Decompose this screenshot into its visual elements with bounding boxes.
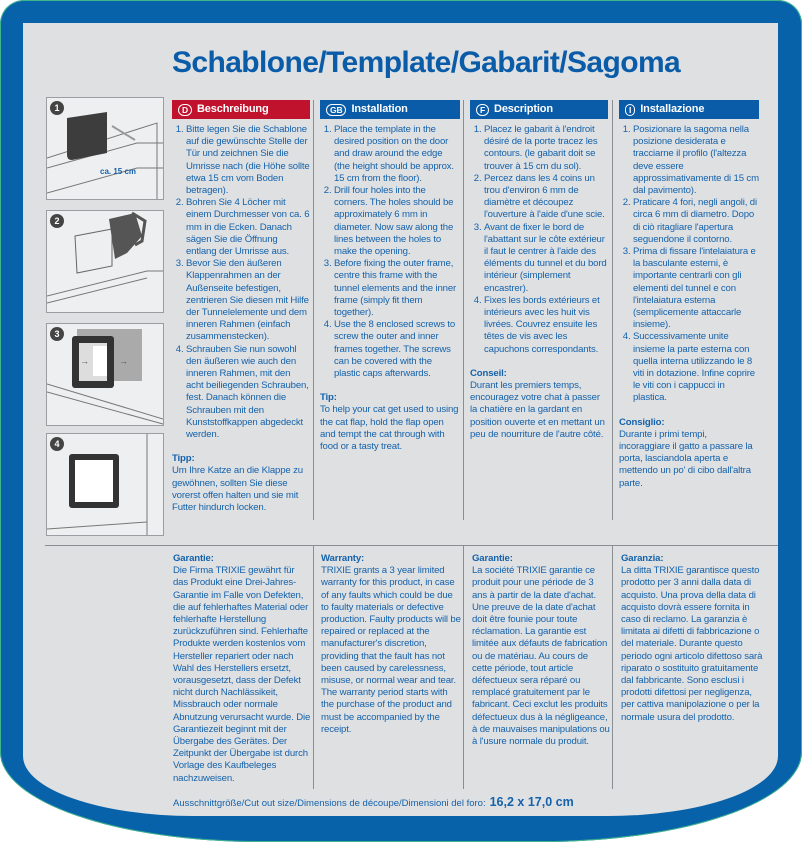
column-italian — [619, 100, 759, 490]
header-french — [470, 100, 608, 119]
svg-text:→: → — [80, 356, 89, 366]
step-number: 2 — [50, 214, 64, 228]
frame-tunnel-illustration — [47, 324, 163, 425]
tip-text: Durante i primi tempi, incoraggiare il gatto a passare la porta, lasciandola aperta e mettendo un po' di cibo dall'altra parte. — [619, 428, 753, 489]
list-item: 4. Fixes les bords extérieurs et intérieurs avec les huit vis livrées. Couvrez ensuite les têtes de vis avec les capuchons correspondants. — [484, 295, 608, 356]
list-item: 1. Place the template in the desired position on the door and draw around the edge (the height should be approx. 15 cm from the floor). — [334, 124, 460, 185]
warranty-text: La société TRIXIE garantie ce produit pour une période de 3 ans à partir de la date d'achat. Une preuve de la date d'achat doit être founie pour toute réclamation. La garantie est limitée aux défauts de fabrication ou de matériau. Au cours de cette période, tout article défectueux sera réparé ou remplacé gratuitement par le fabricant. Ceci exclut les produits défectueux dus à la négligeance, à de mauvaises manipulations ou à l'usure normale du produit. — [472, 565, 610, 748]
warranty-text: La ditta TRIXIE garantisce questo prodotto per 3 anni dalla data di acquisto. Una prova della data di acquisto dovrà essere fornita in caso di reclamo. La garanzia è limitata ai difetti di fabbricazione o del materiale. Durante questo periodo ogni articolo difettoso sarà riparato o sostituito gratuitamente dal fabbricante. Sono esclusi i prodotti difettosi per negligenza, per cattiva manipolazione o per la normale usura del prodotto. — [621, 565, 763, 723]
column-english — [320, 100, 460, 453]
section-divider — [45, 545, 778, 546]
language-badge: F — [476, 104, 489, 116]
column-divider — [612, 546, 613, 789]
step-number: 1 — [50, 101, 64, 115]
column-french — [470, 100, 608, 441]
warranty-label: Garantie: — [472, 553, 513, 564]
tip-label: Conseil: — [470, 367, 507, 379]
instruction-list — [470, 124, 608, 356]
column-divider — [463, 100, 464, 520]
warranty-italian — [621, 553, 763, 724]
cut-out-size — [173, 795, 574, 809]
illustration-step-2 — [46, 210, 164, 313]
illustration-step-3 — [46, 323, 164, 426]
language-badge: I — [625, 104, 635, 116]
header-italian — [619, 100, 759, 119]
warranty-english — [321, 553, 461, 736]
list-item: 1. Placez le gabarit à l'endroit désiré de la porte tracez les contours. (le gabarit doit se trouver à 15 cm du sol). — [484, 124, 608, 173]
tip-text: To help your cat get used to using the cat flap, hold the flap open and tempt the cat through with food or a tasty treat. — [320, 404, 459, 453]
column-heading: Installazione — [640, 103, 705, 116]
mark-outline-illustration — [47, 98, 163, 199]
list-item: 2. Drill four holes into the corners. The holes should be approximately 6 mm in diameter. Now saw along the lines between the holes to make the opening. — [334, 185, 460, 258]
warranty-french — [472, 553, 610, 748]
warranty-label: Garantie: — [173, 553, 214, 564]
warranty-text: TRIXIE grants a 3 year limited warranty for this product, in case of any faults which could be due to faulty materials or defective production. Faulty products will be repaired or replaced at the manufacturer's discretion, providing that the fault has not been caused by carelessness, misuse, or normal wear and tear. The warranty period starts with the purchase of the product and must be accompanied by the receipt. — [321, 565, 461, 735]
list-item: 1. Bitte legen Sie die Schablone auf die gewünschte Stelle der Tür und zeichnen Sie die Umrisse nach (die Höhe sollte etwa 15 cm vom Boden betragen). — [186, 124, 310, 197]
tip-label: Tip: — [320, 392, 337, 404]
tip-label: Tipp: — [172, 453, 195, 465]
list-item: 3. Before fixing the outer frame, centre this frame with the tunnel elements and the inner frame (simply fit them together). — [334, 258, 460, 319]
tip-label: Consiglio: — [619, 416, 665, 428]
page-title: Schablone/Template/Gabarit/Sagoma — [172, 46, 681, 79]
list-item: 2. Praticare 4 fori, negli angoli, di circa 6 mm di diametro. Dopo di ciò ritagliare l'apertura seguendone il contorno. — [633, 197, 759, 246]
language-badge: D — [178, 104, 192, 116]
column-heading: Beschreibung — [197, 103, 269, 116]
language-badge: GB — [326, 104, 346, 116]
svg-text:→: → — [119, 356, 128, 366]
list-item: 2. Bohren Sie 4 Löcher mit einem Durchmesser von ca. 6 mm in die Ecken. Danach sägen Sie die Öffnung entlang der Umrisse aus. — [186, 197, 310, 258]
height-label: ca. 15 cm — [100, 167, 137, 176]
column-heading: Description — [494, 103, 553, 116]
instruction-list — [172, 124, 310, 441]
column-divider — [463, 546, 464, 789]
column-divider — [313, 546, 314, 789]
fitted-flap-illustration — [47, 434, 163, 535]
warranty-label: Warranty: — [321, 553, 365, 564]
step-number: 4 — [50, 437, 64, 451]
list-item: 1. Posizionare la sagoma nella posizione desiderata e tracciarne il profilo (l'altezza deve essere approssimativamente di 15 cm dal pavimento). — [633, 124, 759, 197]
illustration-step-1 — [46, 97, 164, 200]
list-item: 3. Prima di fissare l'intelaiatura e la basculante esterni, è importante centrarli con gli elementi del tunnel e con l'intelaiatura esterna (semplicemente attaccarle insieme). — [633, 246, 759, 331]
instruction-list — [320, 124, 460, 380]
column-heading: Installation — [351, 103, 408, 116]
list-item: 4. Use the 8 enclosed screws to screw the outer and inner frames together. The screws can be covered with the plastic caps afterwards. — [334, 319, 460, 380]
tip-text: Um Ihre Katze an die Klappe zu gewöhnen, sollten Sie diese vorerst offen halten und sie mit Futter hindurch locken. — [172, 465, 303, 514]
list-item: 3. Bevor Sie den äußeren Klappenrahmen an der Außenseite befestigen, zentrieren Sie diesen mit Hilfe der Tunnelelemente und dem inneren Rahmen (einfach zusammenstecken). — [186, 258, 310, 343]
warranty-german — [173, 553, 311, 785]
drill-holes-illustration — [47, 211, 163, 312]
instruction-list — [619, 124, 759, 405]
warranty-label: Garanzia: — [621, 553, 664, 564]
warranty-text: Die Firma TRIXIE gewährt für das Produkt eine Drei-Jahres-Garantie im Falle von Defekten, die auf fehlerhaftes Material oder fehlerhafte Herstellung zurückzuführen sind. Fehlerhafte Produkte werden kostenlos vom Hersteller repariert oder nach Wahl des Herstellers ersetzt, vorausgesetzt, dass der Defekt nicht durch Nachlässikeit, Missbrauch oder normale Abnutzung verursacht wurde. Die Garantiezeit beginnt mit der Übergabe des Gerätes. Der Zeitpunkt der Übergabe ist durch Vorlage des Kaufbeleges nachzuweisen. — [173, 565, 311, 784]
cut-out-label: Ausschnittgröße/Cut out size/Dimensions de découpe/Dimensioni del foro: — [173, 798, 486, 809]
list-item: 4. Schrauben Sie nun sowohl den äußeren wie auch den inneren Rahmen, mit den acht beiliegenden Schrauben, fest. Danach können die Schrauben mit den Kunststoffkappen abgedeckt werden. — [186, 344, 310, 442]
cut-out-dimensions: 16,2 x 17,0 cm — [489, 795, 574, 809]
column-divider — [612, 100, 613, 520]
header-german — [172, 100, 310, 119]
step-number: 3 — [50, 327, 64, 341]
column-german — [172, 100, 310, 514]
list-item: 2. Percez dans les 4 coins un trou d'environ 6 mm de diamètre et découpez l'ouverture à l'aide d'une scie. — [484, 173, 608, 222]
list-item: 3. Avant de fixer le bord de l'abattant sur le côte extérieur il faut le centrer à l'aide des éléments du tunnel et du bord intérieur (simplement encastrer). — [484, 222, 608, 295]
column-divider — [313, 100, 314, 520]
tip-text: Durant les premiers temps, encouragez votre chat à passer la chatière en la gardant en position ouverte et en mettant un peu de nourriture de l'autre côté. — [470, 380, 605, 440]
illustration-step-4 — [46, 433, 164, 536]
header-english — [320, 100, 460, 119]
list-item: 4. Successivamente unite insieme la parte esterna con quella interna utilizzando le 8 viti in dotazione. Infine coprire le viti con i cappucci in plastica. — [633, 331, 759, 404]
